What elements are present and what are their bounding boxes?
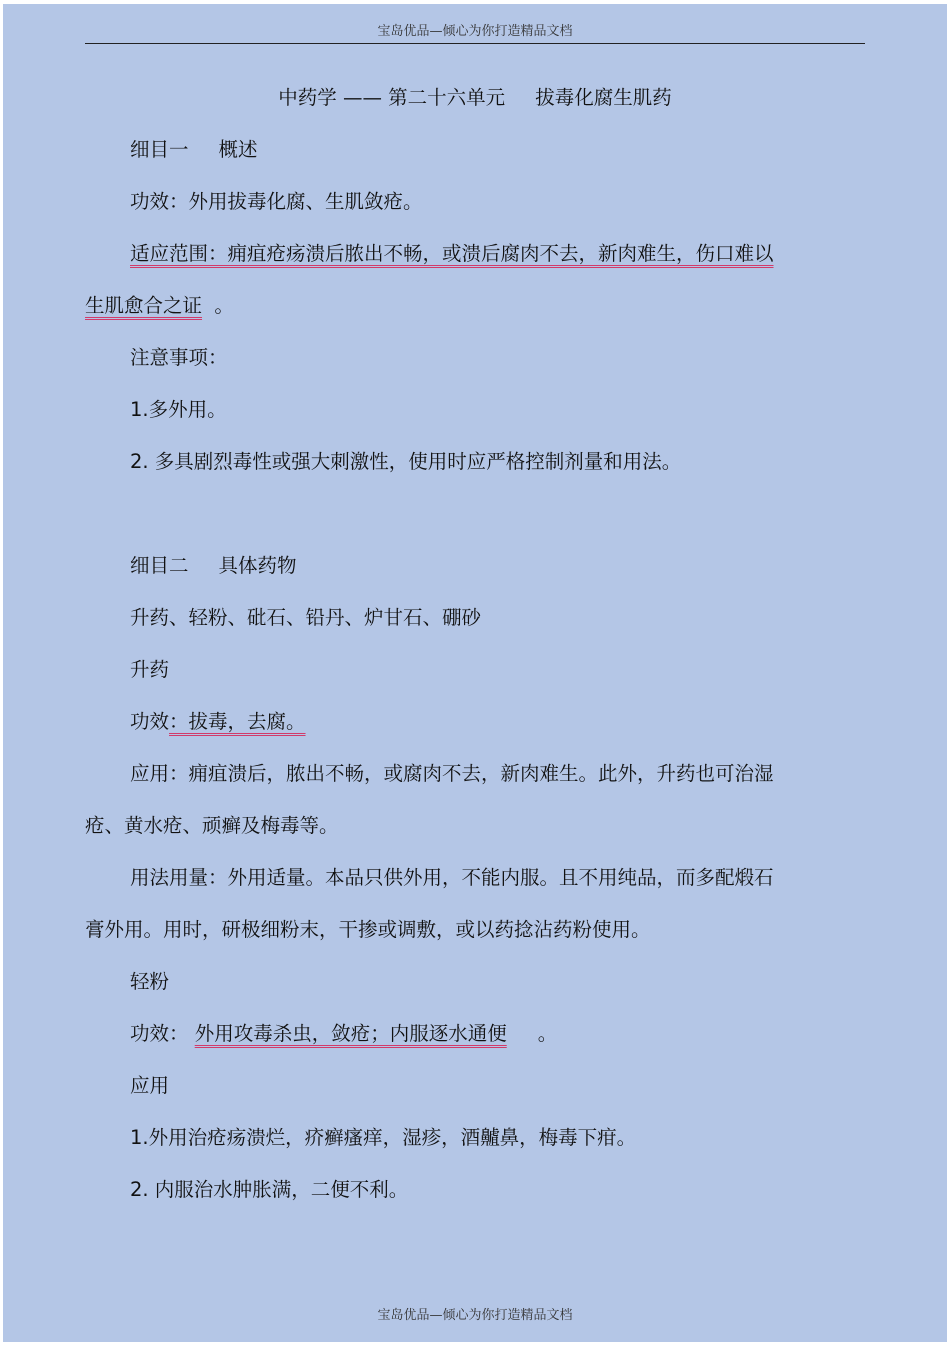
drug-list: 升药、轻粉、砒石、铅丹、炉甘石、硼砂: [130, 606, 482, 629]
drug1-dosage-line2: 膏外用。用时，研极细粉末，干掺或调敷，或以药捻沾药粉使用。: [85, 918, 651, 941]
drug1-usage-line1: 应用：痈疽溃后，脓出不畅，或腐肉不去，新肉难生。此外，升药也可治湿: [130, 762, 774, 785]
section1-efficacy: 功效：外用拔毒化腐、生肌敛疮。: [130, 190, 423, 213]
section1-notes-heading: 注意事项：: [130, 346, 228, 369]
section1-heading-label: 细目一: [130, 138, 189, 161]
indication-text-2-end: 。: [214, 294, 234, 317]
drug2-usage-heading: 应用: [130, 1074, 170, 1097]
drug1-efficacy-label: 功效: [130, 710, 170, 733]
section1-heading-title: 概述: [218, 138, 258, 161]
header-divider: [85, 43, 865, 44]
drug2-usage-2: 2. 内服治水肿胀满，二便不利。: [130, 1178, 409, 1201]
section2-heading-label: 细目二: [130, 554, 189, 577]
document-title: [3, 85, 947, 111]
section1-indication-line1: [130, 241, 863, 267]
section1-indication-line2: [85, 293, 234, 319]
drug2-efficacy-label: 功效：: [130, 1022, 189, 1045]
page-footer: 宝岛优品—倾心为你打造精品文档: [377, 1308, 573, 1323]
drug1-efficacy: [130, 709, 306, 735]
title-topic: 拔毒化腐生肌药: [535, 86, 672, 109]
section1-note-1: 1.多外用。: [130, 398, 227, 421]
drug2-efficacy-end: 。: [537, 1022, 558, 1045]
indication-text-2: 生肌愈合之证: [85, 294, 203, 317]
drug2-efficacy-value: 外用攻毒杀虫，敛疮；内服逐水通便: [194, 1022, 507, 1045]
document-page: [3, 4, 947, 1342]
page-header: 宝岛优品—倾心为你打造精品文档: [377, 24, 573, 39]
drug1-dosage-line1: 用法用量：外用适量。本品只供外用，不能内服。且不用纯品，而多配煅石: [130, 866, 774, 889]
drug2-efficacy: [130, 1021, 557, 1047]
section1-note-2: 2. 多具剧烈毒性或强大刺激性，使用时应严格控制剂量和用法。: [130, 450, 682, 473]
drug1-usage-line2: 疮、黄水疮、顽癣及梅毒等。: [85, 814, 339, 837]
drug1-efficacy-value: ：拔毒，去腐。: [169, 710, 306, 733]
indication-text-1: 适应范围：痈疽疮疡溃后脓出不畅，或溃后腐肉不去，新肉难生，伤口难以: [130, 242, 774, 265]
drug1-name: 升药: [130, 658, 170, 681]
section2-heading: [130, 553, 297, 579]
section1-heading: [130, 137, 258, 163]
section2-heading-title: 具体药物: [218, 554, 297, 577]
drug2-usage-1: 1.外用治疮疡溃烂，疥癣瘙痒，湿疹，酒齇鼻，梅毒下疳。: [130, 1126, 637, 1149]
drug2-name: 轻粉: [130, 970, 170, 993]
title-unit: 中药学 —— 第二十六单元: [278, 86, 506, 109]
